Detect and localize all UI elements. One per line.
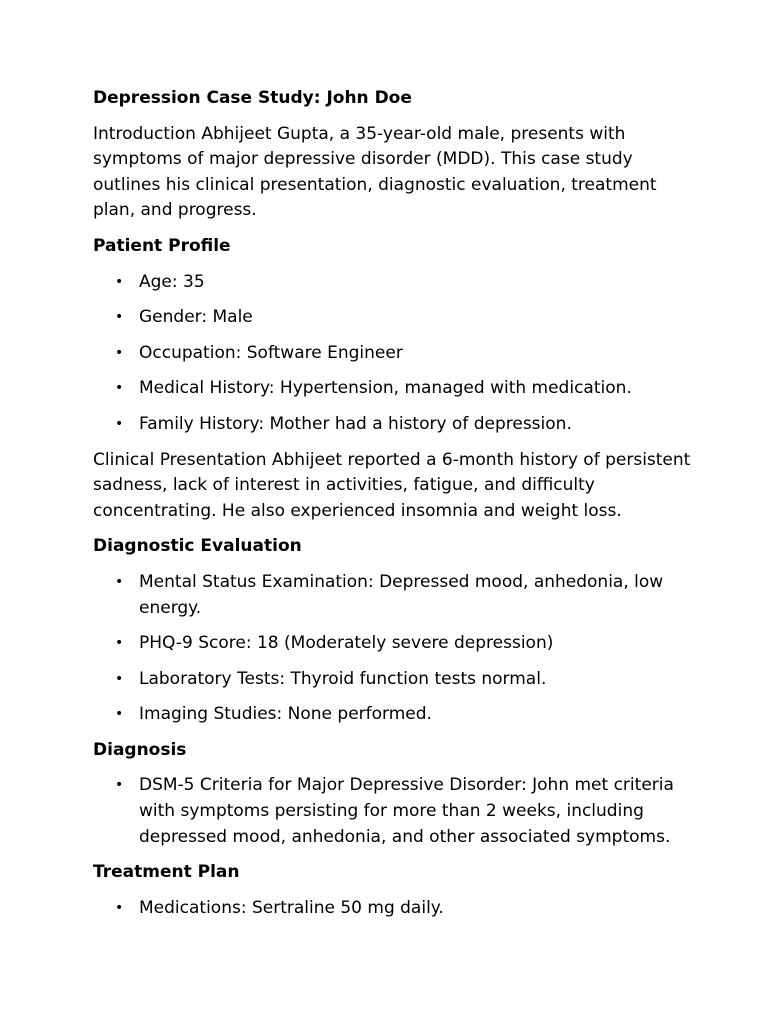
list-item-text: Laboratory Tests: Thyroid function tests normal. <box>139 668 547 689</box>
bullet-icon: • <box>115 899 124 916</box>
list-item-text: Family History: Mother had a history of depression. <box>139 413 572 434</box>
list-item <box>93 667 693 693</box>
diagnostic-evaluation-heading: Diagnostic Evaluation <box>93 536 302 557</box>
list-item-text: Imaging Studies: None performed. <box>139 704 432 725</box>
list-item-text: Medical History: Hypertension, managed with medication. <box>139 378 632 399</box>
list-item <box>93 896 693 922</box>
list-item <box>93 631 693 657</box>
list-item <box>93 305 693 331</box>
diagnosis-heading: Diagnosis <box>93 739 187 760</box>
bullet-icon: • <box>115 273 124 290</box>
treatment-plan-heading: Treatment Plan <box>93 862 240 883</box>
list-item-text: PHQ-9 Score: 18 (Moderately severe depression) <box>139 633 554 654</box>
bullet-icon: • <box>115 573 124 590</box>
list-item-text: DSM-5 Criteria for Major Depressive Disorder: John met criteria with symptoms persisting for more than 2 weeks, including depressed mood, anhedonia, and other associated symptoms. <box>139 775 674 847</box>
bullet-icon: • <box>115 415 124 432</box>
list-item <box>93 341 693 367</box>
bullet-icon: • <box>115 344 124 361</box>
list-item <box>93 270 693 296</box>
list-item <box>93 376 693 402</box>
list-item <box>93 412 693 438</box>
patient-profile-heading: Patient Profile <box>93 235 231 256</box>
diagnosis-list <box>93 773 693 850</box>
bullet-icon: • <box>115 777 124 794</box>
list-item-text: Occupation: Software Engineer <box>139 342 403 363</box>
clinical-presentation-paragraph: Clinical Presentation Abhijeet reported a 6-month history of persistent sadness, lack of interest in activities, fatigue, and difficulty concentrating. He also experienced insomnia and weight loss. <box>93 449 691 521</box>
list-item-text: Age: 35 <box>139 271 205 292</box>
bullet-icon: • <box>115 706 124 723</box>
bullet-icon: • <box>115 309 124 326</box>
document-title: Depression Case Study: John Doe <box>93 88 412 108</box>
list-item <box>93 702 693 728</box>
bullet-icon: • <box>115 380 124 397</box>
list-item-text: Mental Status Examination: Depressed mood, anhedonia, low energy. <box>139 571 664 618</box>
list-item <box>93 773 693 850</box>
introduction-paragraph: Introduction Abhijeet Gupta, a 35-year-old male, presents with symptoms of major depressive disorder (MDD). This case study outlines his clinical presentation, diagnostic evaluation, treatment plan, and progress. <box>93 123 657 221</box>
diagnostic-evaluation-list <box>93 570 693 728</box>
document-page <box>93 86 693 931</box>
list-item <box>93 570 693 621</box>
patient-profile-list <box>93 270 693 438</box>
treatment-plan-list <box>93 896 693 922</box>
bullet-icon: • <box>115 635 124 652</box>
list-item-text: Medications: Sertraline 50 mg daily. <box>139 897 444 918</box>
list-item-text: Gender: Male <box>139 307 253 328</box>
bullet-icon: • <box>115 670 124 687</box>
